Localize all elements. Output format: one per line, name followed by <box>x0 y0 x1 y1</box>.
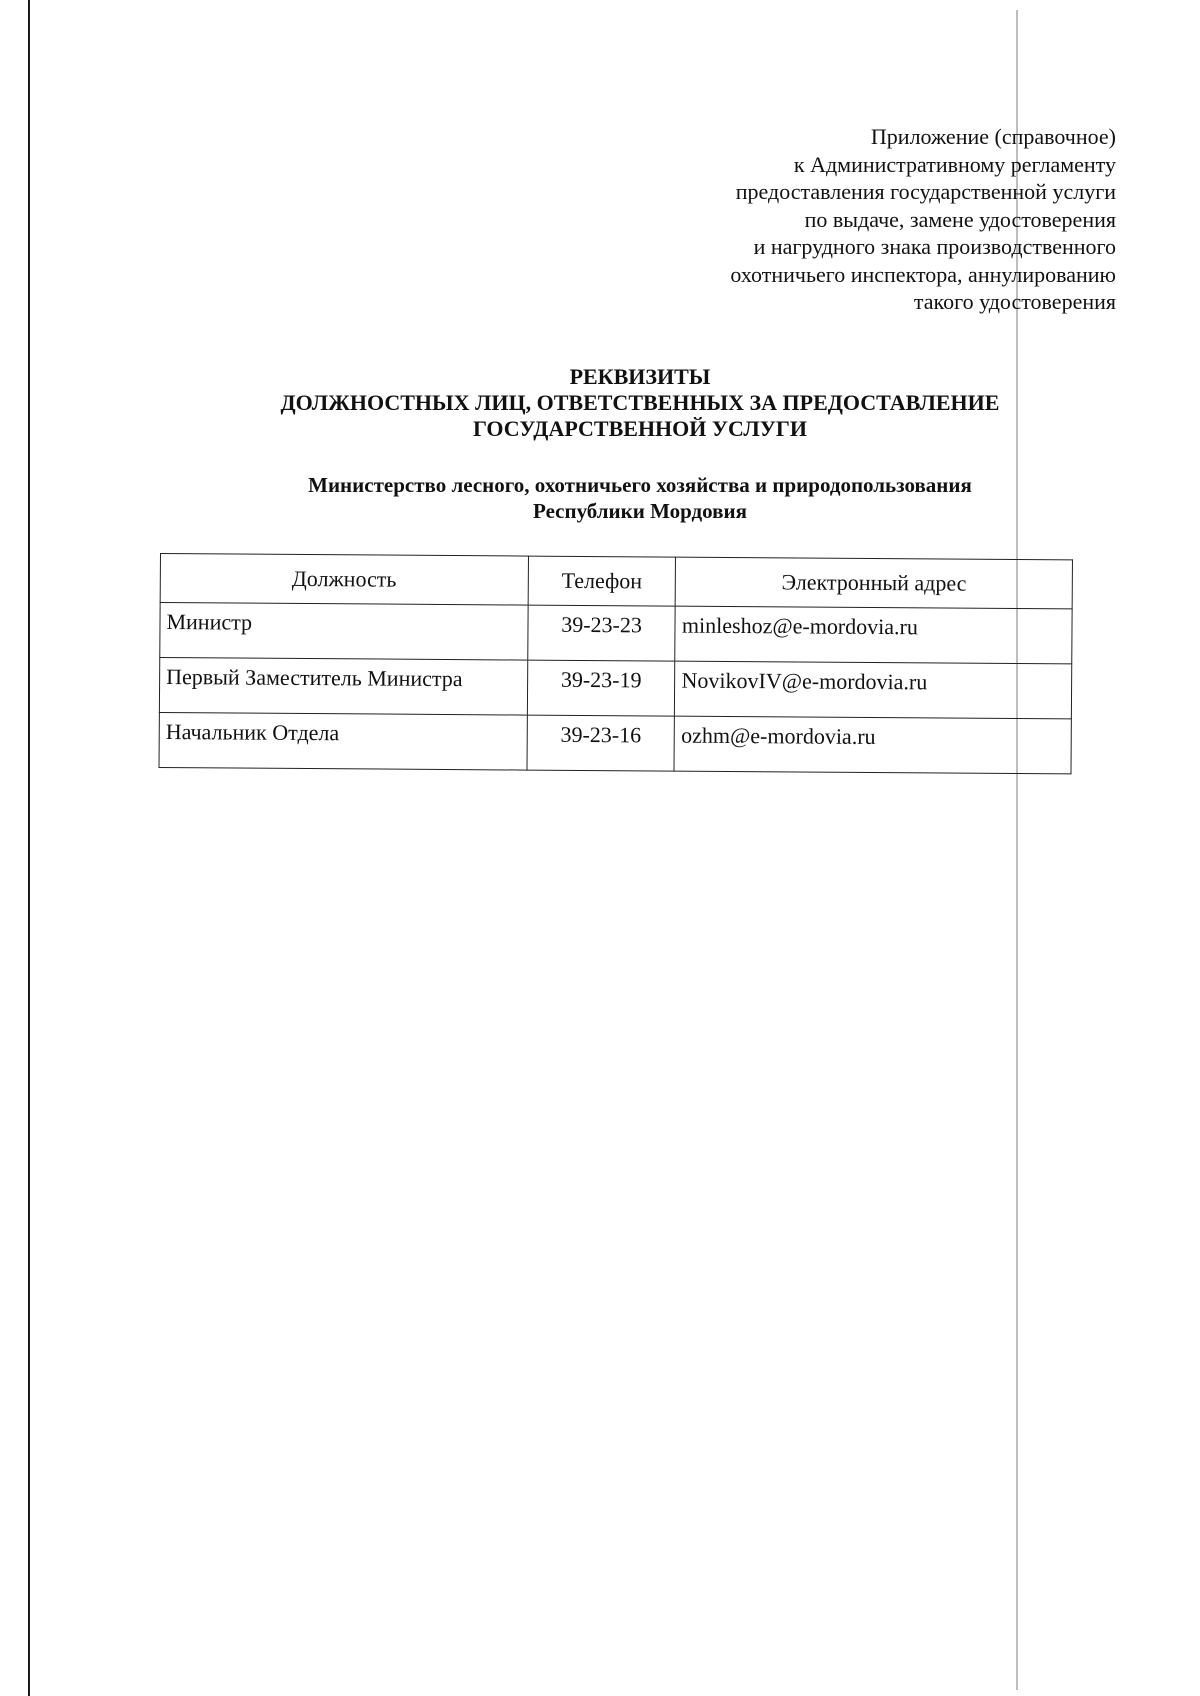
appendix-line: по выдаче, замене удостоверения <box>804 206 1116 232</box>
table-row <box>159 658 1071 719</box>
cell-position: Первый Заместитель Министра <box>159 658 527 716</box>
contacts-table <box>158 553 1072 774</box>
appendix-line: к Административному регламенту <box>793 151 1116 177</box>
contacts-table-wrapper <box>158 553 1072 774</box>
title-line: РЕКВИЗИТЫ <box>569 364 711 389</box>
table-row <box>160 603 1072 664</box>
cell-email: minleshoz@e-mordovia.ru <box>675 606 1072 664</box>
scan-edge-line <box>28 0 30 1696</box>
header-phone: Телефон <box>528 556 676 606</box>
table-header-row <box>160 554 1072 609</box>
appendix-line: предоставления государственной услуги <box>735 179 1116 204</box>
appendix-note <box>516 123 1116 316</box>
appendix-line: охотничьего инспектора, аннулированию <box>730 261 1116 287</box>
cell-phone: 39-23-16 <box>527 715 675 771</box>
document-title <box>200 364 1080 442</box>
appendix-line: Приложение (справочное) <box>870 124 1116 149</box>
appendix-line: и нагрудного знака производственного <box>753 234 1116 259</box>
cell-email: NovikovIV@e-mordovia.ru <box>675 661 1072 719</box>
cell-phone: 39-23-23 <box>527 605 675 661</box>
subtitle-line: Министерство лесного, охотничьего хозяйства и природопользования <box>308 473 972 497</box>
subtitle-line: Республики Мордовия <box>533 499 747 523</box>
header-email: Электронный адрес <box>676 557 1073 609</box>
cell-position: Начальник Отдела <box>159 712 527 770</box>
cell-email: ozhm@e-mordovia.ru <box>674 716 1071 774</box>
title-line: ДОЛЖНОСТНЫХ ЛИЦ, ОТВЕТСТВЕННЫХ ЗА ПРЕДОСТАВЛЕНИЕ <box>280 390 1000 415</box>
cell-position: Министр <box>160 603 528 661</box>
cell-phone: 39-23-19 <box>527 660 675 716</box>
organization-name <box>200 472 1080 524</box>
table-row <box>159 712 1071 773</box>
appendix-line: такого удостоверения <box>913 289 1116 314</box>
header-position: Должность <box>160 554 528 606</box>
title-line: ГОСУДАРСТВЕННОЙ УСЛУГИ <box>472 416 808 441</box>
